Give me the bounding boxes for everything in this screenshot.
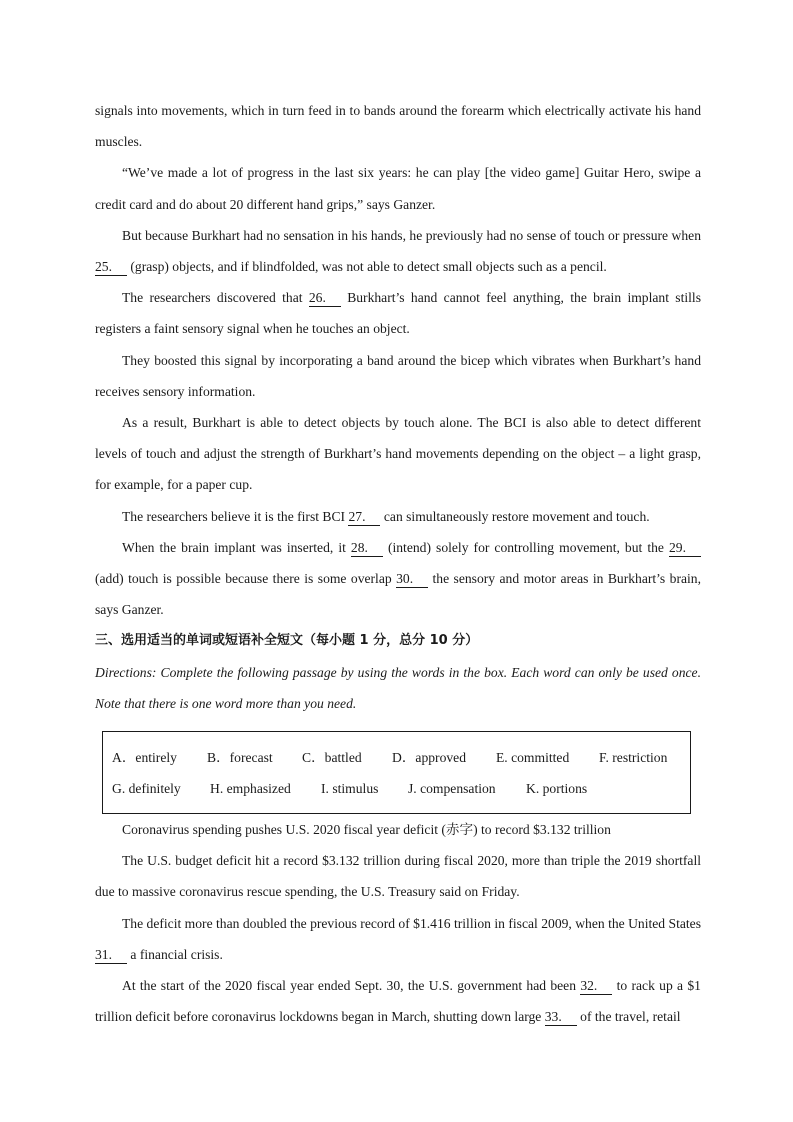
text: (intend) solely for controlling movement, but the <box>382 539 669 555</box>
text: of the travel, retail <box>576 1009 681 1025</box>
word-option: D．approved <box>392 750 466 766</box>
paragraph <box>95 501 701 532</box>
blank-28: 28. <box>351 540 383 557</box>
directions: Directions: Complete the following passage by using the words in the box. Each word can only be used once. Note that there is one word more than you need. <box>95 664 701 711</box>
text: The researchers believe it is the first BCI <box>122 508 349 524</box>
word-option: I. stimulus <box>321 781 379 797</box>
word-option: F. restriction <box>599 750 668 766</box>
paragraph <box>95 282 701 344</box>
text: the sensory and motor areas in Burkhart’s brain, says Ganzer. <box>95 571 701 618</box>
word-option: A．entirely <box>112 750 177 766</box>
text: At the start of the 2020 fiscal year ended Sept. 30, the U.S. government had been <box>122 978 581 994</box>
word-option: G. definitely <box>112 781 181 797</box>
document-body <box>95 95 701 1032</box>
paragraph <box>95 908 701 970</box>
text: a financial crisis. <box>127 946 223 962</box>
passage-title: Coronavirus spending pushes U.S. 2020 fiscal year deficit (赤字) to record $3.132 trillion <box>122 822 611 838</box>
paragraph: “We’ve made a lot of progress in the last six years: he can play [the video game] Guitar Hero, swipe a credit card and do about 20 different hand grips,” says Ganzer. <box>95 165 701 212</box>
word-option: B．forecast <box>207 750 273 766</box>
paragraph: As a result, Burkhart is able to detect objects by touch alone. The BCI is also able to detect different levels of touch and adjust the strength of Burkhart’s hand movements depending on the object – a light grasp, for example, for a paper cup. <box>95 415 701 493</box>
text: When the brain implant was inserted, it <box>122 539 351 555</box>
blank-27: 27. <box>348 509 380 526</box>
blank-29: 29. <box>669 540 701 557</box>
text: to rack up a $1 trillion deficit before coronavirus lockdowns began in March, shutting down large <box>95 978 701 1025</box>
word-option: K. portions <box>526 781 588 797</box>
blank-32: 32. <box>580 978 612 995</box>
blank-33: 33. <box>545 1009 577 1026</box>
text: can simultaneously restore movement and touch. <box>380 508 650 524</box>
paragraph <box>95 220 701 282</box>
text: The deficit more than doubled the previous record of $1.416 trillion in fiscal 2009, when the United States <box>122 915 701 931</box>
text: (grasp) objects, and if blindfolded, was not able to detect small objects such as a pencil. <box>127 259 607 275</box>
paragraph <box>95 532 701 626</box>
word-option: C．battled <box>302 750 362 766</box>
paragraph: signals into movements, which in turn feed in to bands around the forearm which electrically activate his hand muscles. <box>95 103 701 150</box>
blank-30: 30. <box>396 571 428 588</box>
text: (add) touch is possible because there is some overlap <box>95 571 397 587</box>
word-option: E. committed <box>496 750 570 766</box>
section-heading: 三、选用适当的单词或短语补全短文（每小题 1 分，总分 10 分） <box>95 633 479 649</box>
word-option: H. emphasized <box>210 781 291 797</box>
text: The researchers discovered that <box>122 290 309 306</box>
paragraph: They boosted this signal by incorporating a band around the bicep which vibrates when Burkhart’s hand receives sensory information. <box>95 352 701 399</box>
blank-31: 31. <box>95 947 127 964</box>
word-box <box>102 731 691 814</box>
text: But because Burkhart had no sensation in his hands, he previously had no sense of touch or pressure when <box>122 227 701 243</box>
text: Burkhart’s hand cannot feel anything, the brain implant stills registers a faint sensory signal when he touches an object. <box>95 290 701 337</box>
word-option: J. compensation <box>408 781 496 797</box>
blank-26: 26. <box>309 290 341 307</box>
paragraph <box>95 970 701 1032</box>
blank-25: 25. <box>95 259 127 276</box>
paragraph: The U.S. budget deficit hit a record $3.132 trillion during fiscal 2020, more than triple the 2019 shortfall due to massive coronavirus rescue spending, the U.S. Treasury said on Friday. <box>95 853 701 900</box>
